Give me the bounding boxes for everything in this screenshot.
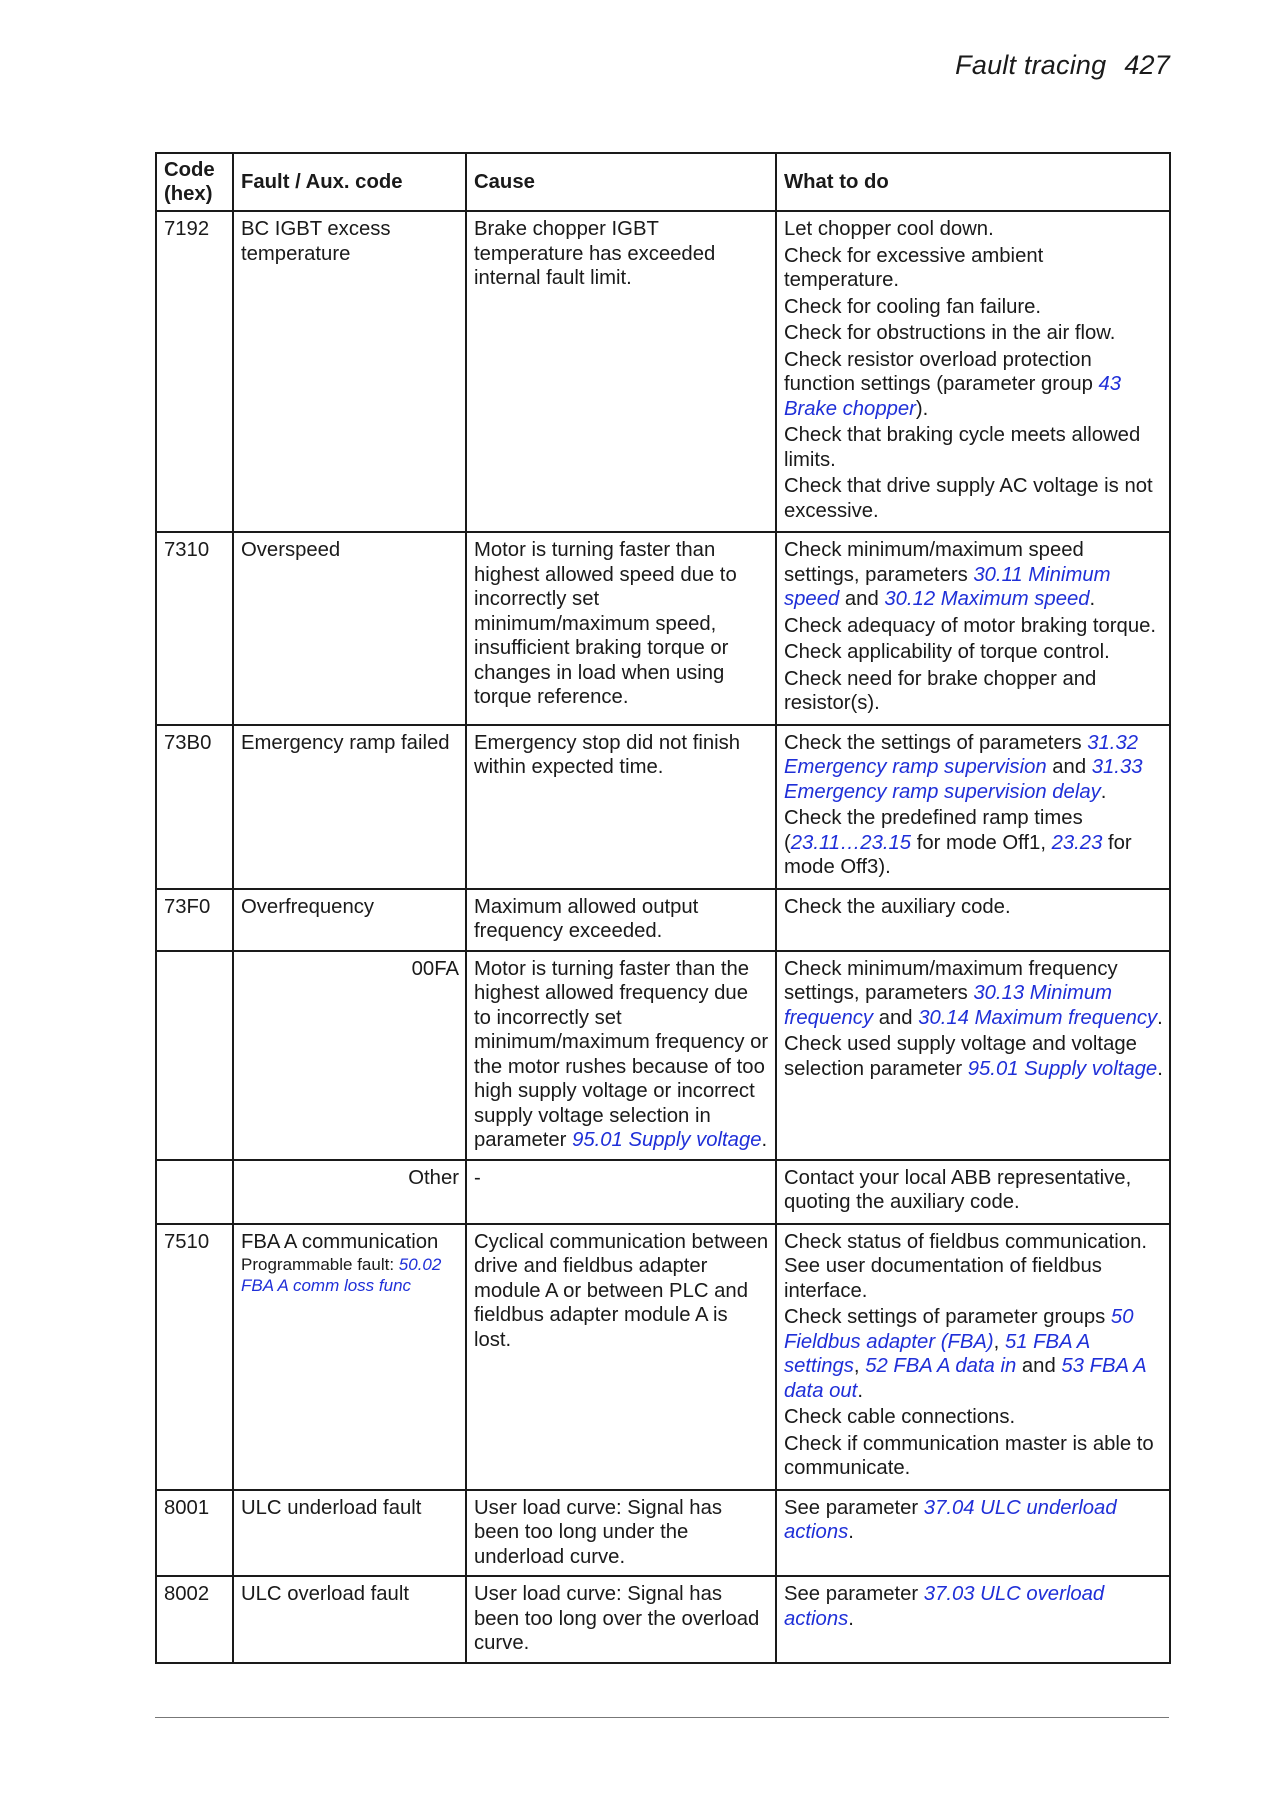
- fault-code: 73F0: [156, 889, 233, 951]
- aux-code: 00FA: [233, 951, 466, 1160]
- fault-cause: -: [466, 1160, 776, 1224]
- param-link[interactable]: 31.32 Emergency ramp supervision: [784, 731, 1139, 778]
- fault-table: [155, 152, 1171, 1664]
- cause-text: .: [761, 1129, 768, 1151]
- action-line: Check for excessive ambient temperature.: [784, 244, 1044, 291]
- table-header-row: [156, 153, 1170, 211]
- fault-name: ULC underload fault: [233, 1490, 466, 1577]
- fault-cause: Cyclical communication between drive and fieldbus adapter module A or between PLC and fieldbus adapter module A is lost.: [466, 1224, 776, 1490]
- fault-action: [776, 1576, 1170, 1663]
- table-row: [156, 1490, 1170, 1577]
- fault-action: [776, 211, 1170, 532]
- fault-action: [776, 1224, 1170, 1490]
- action-text: ).: [915, 397, 929, 420]
- col-header-fault: Fault / Aux. code: [233, 153, 466, 211]
- fault-cause: User load curve: Signal has been too long over the overload curve.: [466, 1576, 776, 1663]
- action-text: .: [848, 1521, 854, 1543]
- action-text: ,: [993, 1330, 1005, 1353]
- param-link[interactable]: 53 FBA A data out: [784, 1355, 1146, 1402]
- fault-code: 8001: [156, 1490, 233, 1577]
- action-line: [784, 538, 1163, 612]
- fault-code: [156, 1160, 233, 1224]
- action-line: Check status of fieldbus communication. See user documentation of fieldbus interface.: [784, 1230, 1147, 1302]
- fault-code: 7310: [156, 532, 233, 725]
- col-header-code: Code (hex): [156, 153, 233, 211]
- fault-name: FBA A communication: [241, 1230, 439, 1253]
- param-link[interactable]: 23.11: [790, 831, 841, 854]
- action-text: .: [857, 1379, 863, 1402]
- action-line: [784, 348, 1163, 422]
- action-line: [784, 1582, 1163, 1631]
- section-title: Fault tracing: [955, 50, 1107, 80]
- fault-code: 7192: [156, 211, 233, 532]
- action-line: Check for cooling fan failure.: [784, 295, 1042, 318]
- fault-action: [776, 1490, 1170, 1577]
- action-text: Check used supply voltage and voltage selection parameter: [784, 1033, 1137, 1080]
- table-row: [156, 889, 1170, 951]
- fault-cause: User load curve: Signal has been too long under the underload curve.: [466, 1490, 776, 1577]
- action-line: [784, 957, 1163, 1031]
- action-line: Check cable connections.: [784, 1406, 1016, 1428]
- ellipsis: …: [840, 831, 861, 854]
- programmable-label: Programmable fault:: [241, 1255, 399, 1274]
- table-row: [156, 1224, 1170, 1490]
- fault-cause: Brake chopper IGBT temperature has exceeded internal fault limit.: [466, 211, 776, 532]
- action-line: Check for obstructions in the air flow.: [784, 322, 1116, 344]
- footer-rule: [155, 1717, 1169, 1718]
- page-number: 427: [1124, 50, 1170, 80]
- action-line: [784, 806, 1163, 880]
- programmable-fault: [241, 1254, 459, 1296]
- action-text: .: [848, 1607, 854, 1630]
- action-text: and: [873, 1006, 919, 1029]
- action-text: See parameter: [784, 1583, 924, 1605]
- action-text: and: [1016, 1355, 1062, 1377]
- action-text: ,: [853, 1355, 866, 1377]
- action-text: .: [1089, 588, 1096, 610]
- action-text: Check settings of parameter groups: [784, 1306, 1111, 1328]
- cause-text: Motor is turning faster than the highest allowed frequency due to incorrectly set minimum/maximum frequency or the motor rushes because of too high supply voltage or incorrect supply voltage selection in parameter: [474, 957, 769, 1151]
- fault-action: [776, 1160, 1170, 1224]
- param-link[interactable]: 52 FBA A data in: [865, 1355, 1017, 1377]
- action-text: for mode Off3).: [784, 831, 1132, 878]
- param-link[interactable]: 50 Fieldbus adapter (FBA): [784, 1306, 1134, 1353]
- fault-code: 73B0: [156, 725, 233, 889]
- param-link[interactable]: 30.14 Maximum frequency: [918, 1006, 1158, 1029]
- action-text: .: [1157, 1057, 1163, 1080]
- fault-cause: Emergency stop did not finish within expected time.: [466, 725, 776, 889]
- action-line: Check that drive supply AC voltage is not excessive.: [784, 475, 1153, 522]
- param-link[interactable]: 95.01 Supply voltage: [967, 1057, 1158, 1080]
- param-link[interactable]: 30.11 Minimum speed: [784, 563, 1111, 610]
- aux-code: Other: [233, 1160, 466, 1224]
- action-line: [784, 1305, 1163, 1403]
- fault-code: 7510: [156, 1224, 233, 1490]
- param-link[interactable]: 95.01 Supply voltage: [572, 1129, 762, 1151]
- param-link[interactable]: 23.15: [860, 831, 912, 854]
- action-line: [784, 731, 1163, 805]
- action-line: Check adequacy of motor braking torque.: [784, 614, 1157, 637]
- param-link[interactable]: 30.13 Minimum frequency: [784, 982, 1113, 1029]
- fault-cause: Maximum allowed output frequency exceeded.: [466, 889, 776, 951]
- fault-cause: [466, 951, 776, 1160]
- param-link[interactable]: 31.33 Emergency ramp supervision delay: [784, 756, 1143, 803]
- action-line: Contact your local ABB representative, quoting the auxiliary code.: [784, 1166, 1132, 1213]
- action-line: [784, 1496, 1163, 1545]
- param-link[interactable]: 37.04 ULC underload actions: [784, 1496, 1117, 1543]
- action-text: Check resistor overload protection function settings (parameter group: [784, 348, 1099, 395]
- action-line: Check that braking cycle meets allowed limits.: [784, 424, 1141, 471]
- fault-action: [776, 532, 1170, 725]
- fault-name: BC IGBT excess temperature: [233, 211, 466, 532]
- table-row: [156, 1160, 1170, 1224]
- col-header-action: What to do: [776, 153, 1170, 211]
- fault-action: [776, 951, 1170, 1160]
- param-link[interactable]: 50.02 FBA A comm loss func: [241, 1255, 442, 1295]
- fault-action: [776, 889, 1170, 951]
- param-link[interactable]: 43 Brake chopper: [784, 373, 1122, 420]
- table-row: [156, 1576, 1170, 1663]
- action-text: Check the settings of parameters: [784, 731, 1088, 754]
- fault-code: 8002: [156, 1576, 233, 1663]
- action-text: for mode Off1,: [911, 831, 1052, 854]
- fault-name-cell: [233, 1224, 466, 1490]
- fault-action: [776, 725, 1170, 889]
- table-row: [156, 725, 1170, 889]
- table-row: [156, 211, 1170, 532]
- fault-name: Overspeed: [233, 532, 466, 725]
- param-link[interactable]: 23.23: [1051, 831, 1103, 854]
- action-line: Check the auxiliary code.: [784, 895, 1011, 918]
- table-row: [156, 951, 1170, 1160]
- action-line: Check applicability of torque control.: [784, 641, 1110, 663]
- param-link[interactable]: 37.03 ULC overload actions: [784, 1583, 1105, 1630]
- action-text: Check minimum/maximum frequency settings, parameters: [784, 957, 1118, 1004]
- fault-cause: Motor is turning faster than highest allowed speed due to incorrectly set minimum/maximum speed, insufficient braking torque or changes in load when using torque reference.: [466, 532, 776, 725]
- action-text: and: [839, 588, 885, 610]
- fault-code: [156, 951, 233, 1160]
- page-header: [955, 50, 1170, 81]
- action-text: Check minimum/maximum speed settings, parameters: [784, 539, 1084, 586]
- action-line: Check need for brake chopper and resistor(s).: [784, 667, 1097, 714]
- action-text: See parameter: [784, 1496, 924, 1519]
- action-text: .: [1100, 780, 1107, 803]
- action-line: Let chopper cool down.: [784, 218, 994, 240]
- fault-name: ULC overload fault: [233, 1576, 466, 1663]
- action-line: [784, 1032, 1163, 1081]
- action-text: and: [1046, 756, 1092, 778]
- col-header-cause: Cause: [466, 153, 776, 211]
- fault-name: Overfrequency: [233, 889, 466, 951]
- action-text: .: [1157, 1006, 1163, 1029]
- action-text: Check the predefined ramp times (: [784, 807, 1083, 854]
- fault-name: Emergency ramp failed: [233, 725, 466, 889]
- table-row: [156, 532, 1170, 725]
- param-link[interactable]: 51 FBA A settings: [784, 1330, 1090, 1377]
- action-line: Check if communication master is able to communicate.: [784, 1432, 1154, 1479]
- param-link[interactable]: 30.12 Maximum speed: [884, 588, 1090, 610]
